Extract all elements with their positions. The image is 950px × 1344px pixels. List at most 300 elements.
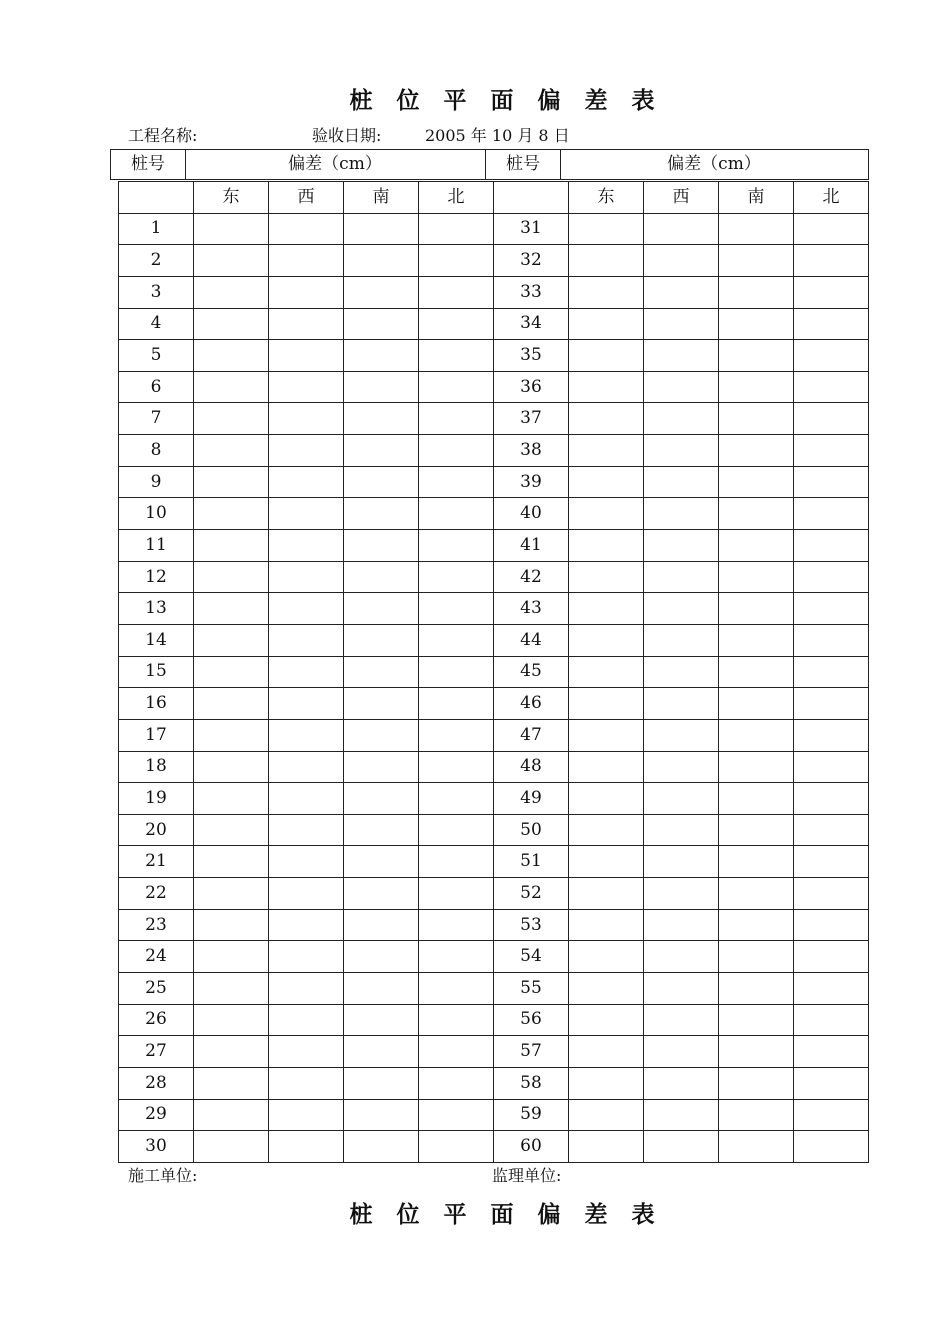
deviation-south-cell[interactable]: [719, 561, 794, 593]
deviation-west-cell[interactable]: [269, 308, 344, 340]
deviation-south-cell[interactable]: [344, 561, 419, 593]
deviation-west-cell[interactable]: [644, 308, 719, 340]
deviation-north-cell[interactable]: [794, 846, 869, 878]
deviation-south-cell[interactable]: [719, 403, 794, 435]
deviation-east-cell[interactable]: [194, 308, 269, 340]
deviation-west-cell[interactable]: [644, 1036, 719, 1068]
deviation-west-cell[interactable]: [644, 530, 719, 562]
direction-header: 北: [419, 182, 494, 214]
construction-unit-label: 施工单位:: [128, 1166, 198, 1185]
pile-number: 46: [494, 688, 569, 720]
deviation-east-cell[interactable]: [194, 1036, 269, 1068]
deviation-west-cell[interactable]: [644, 276, 719, 308]
deviation-east-cell[interactable]: [569, 814, 644, 846]
pile-number: 16: [119, 688, 194, 720]
deviation-east-cell[interactable]: [194, 276, 269, 308]
deviation-east-cell[interactable]: [569, 846, 644, 878]
deviation-east-cell[interactable]: [194, 561, 269, 593]
pile-number: 21: [119, 846, 194, 878]
deviation-east-cell[interactable]: [569, 1036, 644, 1068]
deviation-east-cell[interactable]: [194, 783, 269, 815]
deviation-east-cell[interactable]: [194, 530, 269, 562]
deviation-west-cell[interactable]: [269, 561, 344, 593]
deviation-south-cell[interactable]: [719, 941, 794, 973]
second-page-title: 桩 位 平 面 偏 差 表: [349, 1202, 663, 1228]
deviation-west-cell[interactable]: [269, 783, 344, 815]
deviation-north-cell[interactable]: [794, 719, 869, 751]
deviation-east-cell[interactable]: [569, 1004, 644, 1036]
pile-no-header-right: [485, 149, 561, 180]
deviation-west-cell[interactable]: [644, 435, 719, 467]
deviation-north-cell[interactable]: [419, 783, 494, 815]
pile-number: 60: [494, 1131, 569, 1163]
deviation-south-cell[interactable]: [344, 1004, 419, 1036]
deviation-north-cell[interactable]: [794, 909, 869, 941]
deviation-north-cell[interactable]: [794, 245, 869, 277]
deviation-south-cell[interactable]: [719, 530, 794, 562]
deviation-west-cell[interactable]: [644, 1004, 719, 1036]
deviation-east-cell[interactable]: [194, 340, 269, 372]
deviation-north-cell[interactable]: [794, 498, 869, 530]
table-row: [119, 909, 869, 941]
deviation-east-cell[interactable]: [194, 909, 269, 941]
deviation-south-cell[interactable]: [344, 719, 419, 751]
deviation-south-cell[interactable]: [344, 1131, 419, 1163]
deviation-south-cell[interactable]: [344, 751, 419, 783]
deviation-west-cell[interactable]: [644, 624, 719, 656]
deviation-west-cell[interactable]: [644, 751, 719, 783]
deviation-south-cell[interactable]: [719, 1099, 794, 1131]
deviation-west-cell[interactable]: [269, 1099, 344, 1131]
deviation-north-cell[interactable]: [419, 1131, 494, 1163]
deviation-east-cell[interactable]: [569, 530, 644, 562]
deviation-north-cell[interactable]: [794, 878, 869, 910]
pile-number: 49: [494, 783, 569, 815]
deviation-east-cell[interactable]: [569, 340, 644, 372]
deviation-south-cell[interactable]: [719, 308, 794, 340]
deviation-north-cell[interactable]: [419, 371, 494, 403]
deviation-east-cell[interactable]: [569, 435, 644, 467]
table-row: [119, 403, 869, 435]
deviation-west-cell[interactable]: [269, 435, 344, 467]
deviation-south-cell[interactable]: [344, 624, 419, 656]
deviation-west-cell[interactable]: [644, 498, 719, 530]
deviation-east-cell[interactable]: [569, 973, 644, 1005]
deviation-north-cell[interactable]: [794, 371, 869, 403]
pile-number: 7: [119, 403, 194, 435]
deviation-north-cell[interactable]: [794, 973, 869, 1005]
deviation-north-cell[interactable]: [419, 973, 494, 1005]
deviation-east-cell[interactable]: [569, 1067, 644, 1099]
deviation-north-cell[interactable]: [794, 941, 869, 973]
deviation-north-cell[interactable]: [419, 403, 494, 435]
deviation-east-cell[interactable]: [569, 498, 644, 530]
deviation-south-cell[interactable]: [344, 909, 419, 941]
deviation-north-cell[interactable]: [794, 656, 869, 688]
deviation-east-cell[interactable]: [194, 213, 269, 245]
deviation-south-cell[interactable]: [719, 1067, 794, 1099]
deviation-west-cell[interactable]: [269, 1036, 344, 1068]
deviation-south-cell[interactable]: [719, 719, 794, 751]
deviation-west-cell[interactable]: [269, 909, 344, 941]
deviation-west-cell[interactable]: [644, 656, 719, 688]
deviation-north-cell[interactable]: [419, 435, 494, 467]
deviation-west-cell[interactable]: [269, 624, 344, 656]
deviation-east-cell[interactable]: [194, 1131, 269, 1163]
pile-no-label: 桩号: [131, 154, 165, 174]
deviation-east-cell[interactable]: [194, 403, 269, 435]
deviation-west-cell[interactable]: [269, 498, 344, 530]
deviation-north-cell[interactable]: [419, 909, 494, 941]
table-row: [119, 245, 869, 277]
deviation-east-cell[interactable]: [194, 751, 269, 783]
deviation-west-cell[interactable]: [644, 878, 719, 910]
deviation-east-cell[interactable]: [194, 878, 269, 910]
deviation-north-cell[interactable]: [419, 340, 494, 372]
deviation-west-cell[interactable]: [269, 941, 344, 973]
deviation-east-cell[interactable]: [569, 308, 644, 340]
deviation-north-cell[interactable]: [419, 719, 494, 751]
deviation-north-cell[interactable]: [419, 593, 494, 625]
table-row: [119, 340, 869, 372]
direction-header: 西: [269, 182, 344, 214]
deviation-west-cell[interactable]: [269, 213, 344, 245]
deviation-west-cell[interactable]: [644, 1067, 719, 1099]
pile-number: 47: [494, 719, 569, 751]
deviation-north-cell[interactable]: [794, 276, 869, 308]
deviation-south-cell[interactable]: [719, 466, 794, 498]
deviation-north-cell[interactable]: [794, 435, 869, 467]
pile-number: 12: [119, 561, 194, 593]
deviation-east-cell[interactable]: [194, 624, 269, 656]
pile-number: 39: [494, 466, 569, 498]
deviation-west-cell[interactable]: [269, 751, 344, 783]
pile-number: 15: [119, 656, 194, 688]
deviation-north-cell[interactable]: [419, 466, 494, 498]
deviation-south-cell[interactable]: [344, 403, 419, 435]
deviation-west-cell[interactable]: [644, 466, 719, 498]
deviation-east-cell[interactable]: [569, 593, 644, 625]
acceptance-date-value: 2005 年 10 月 8 日: [425, 126, 570, 145]
table-row: [119, 814, 869, 846]
deviation-east-cell[interactable]: [194, 1099, 269, 1131]
deviation-south-cell[interactable]: [344, 688, 419, 720]
deviation-west-cell[interactable]: [644, 814, 719, 846]
table-row: [119, 593, 869, 625]
deviation-west-cell[interactable]: [644, 941, 719, 973]
deviation-east-cell[interactable]: [194, 1067, 269, 1099]
page-title: 桩 位 平 面 偏 差 表: [349, 88, 663, 114]
deviation-west-cell[interactable]: [644, 688, 719, 720]
pile-number: 41: [494, 530, 569, 562]
deviation-south-cell[interactable]: [344, 1036, 419, 1068]
deviation-north-cell[interactable]: [794, 1004, 869, 1036]
deviation-east-cell[interactable]: [569, 245, 644, 277]
pile-number: 38: [494, 435, 569, 467]
deviation-south-cell[interactable]: [344, 498, 419, 530]
deviation-south-cell[interactable]: [719, 751, 794, 783]
deviation-north-cell[interactable]: [794, 1131, 869, 1163]
pile-number: 6: [119, 371, 194, 403]
deviation-west-cell[interactable]: [269, 1131, 344, 1163]
deviation-east-cell[interactable]: [569, 656, 644, 688]
deviation-east-cell[interactable]: [194, 688, 269, 720]
table-row: [119, 1004, 869, 1036]
deviation-east-cell[interactable]: [194, 245, 269, 277]
pile-number: 59: [494, 1099, 569, 1131]
deviation-south-cell[interactable]: [719, 371, 794, 403]
deviation-west-cell[interactable]: [269, 1067, 344, 1099]
deviation-south-cell[interactable]: [344, 435, 419, 467]
deviation-south-cell[interactable]: [719, 245, 794, 277]
deviation-east-cell[interactable]: [194, 656, 269, 688]
table-row: [119, 308, 869, 340]
direction-header: 北: [794, 182, 869, 214]
deviation-south-cell[interactable]: [344, 245, 419, 277]
deviation-west-cell[interactable]: [644, 1099, 719, 1131]
deviation-north-cell[interactable]: [794, 561, 869, 593]
deviation-north-cell[interactable]: [794, 213, 869, 245]
deviation-south-cell[interactable]: [344, 1067, 419, 1099]
deviation-south-cell[interactable]: [344, 308, 419, 340]
deviation-north-cell[interactable]: [794, 783, 869, 815]
deviation-east-cell[interactable]: [569, 466, 644, 498]
deviation-north-cell[interactable]: [419, 498, 494, 530]
deviation-west-cell[interactable]: [269, 371, 344, 403]
deviation-south-cell[interactable]: [344, 814, 419, 846]
deviation-south-cell[interactable]: [344, 941, 419, 973]
deviation-north-cell[interactable]: [794, 466, 869, 498]
pile-number: 26: [119, 1004, 194, 1036]
deviation-east-cell[interactable]: [569, 751, 644, 783]
deviation-west-cell[interactable]: [269, 1004, 344, 1036]
deviation-north-cell[interactable]: [419, 814, 494, 846]
deviation-east-cell[interactable]: [194, 846, 269, 878]
deviation-west-cell[interactable]: [644, 973, 719, 1005]
deviation-north-cell[interactable]: [419, 1067, 494, 1099]
deviation-west-cell[interactable]: [644, 719, 719, 751]
deviation-north-cell[interactable]: [794, 1036, 869, 1068]
deviation-north-cell[interactable]: [794, 1067, 869, 1099]
deviation-east-cell[interactable]: [194, 593, 269, 625]
pile-number: 37: [494, 403, 569, 435]
pile-number: 44: [494, 624, 569, 656]
deviation-south-cell[interactable]: [719, 973, 794, 1005]
table-row: [119, 213, 869, 245]
deviation-east-cell[interactable]: [194, 435, 269, 467]
deviation-west-cell[interactable]: [644, 846, 719, 878]
pile-number: 27: [119, 1036, 194, 1068]
deviation-east-cell[interactable]: [569, 276, 644, 308]
deviation-south-cell[interactable]: [344, 973, 419, 1005]
deviation-west-cell[interactable]: [269, 688, 344, 720]
deviation-south-cell[interactable]: [719, 878, 794, 910]
deviation-west-cell[interactable]: [644, 371, 719, 403]
pile-number: 45: [494, 656, 569, 688]
deviation-east-cell[interactable]: [569, 1099, 644, 1131]
deviation-east-cell[interactable]: [569, 941, 644, 973]
deviation-east-cell[interactable]: [569, 213, 644, 245]
deviation-east-cell[interactable]: [569, 624, 644, 656]
table-row: [119, 276, 869, 308]
deviation-north-cell[interactable]: [794, 688, 869, 720]
pile-number: 23: [119, 909, 194, 941]
deviation-label: 偏差（cm）: [667, 154, 761, 174]
deviation-east-cell[interactable]: [569, 783, 644, 815]
table-row: [119, 530, 869, 562]
deviation-west-cell[interactable]: [269, 593, 344, 625]
pile-number: 1: [119, 213, 194, 245]
deviation-east-cell[interactable]: [569, 403, 644, 435]
pile-number: 18: [119, 751, 194, 783]
deviation-south-cell[interactable]: [719, 276, 794, 308]
deviation-north-cell[interactable]: [419, 530, 494, 562]
deviation-north-cell[interactable]: [419, 1004, 494, 1036]
deviation-north-cell[interactable]: [419, 846, 494, 878]
deviation-south-cell[interactable]: [719, 656, 794, 688]
deviation-north-cell[interactable]: [419, 688, 494, 720]
deviation-north-cell[interactable]: [794, 751, 869, 783]
deviation-north-cell[interactable]: [794, 814, 869, 846]
deviation-south-cell[interactable]: [719, 498, 794, 530]
deviation-west-cell[interactable]: [269, 340, 344, 372]
deviation-south-cell[interactable]: [344, 371, 419, 403]
deviation-west-cell[interactable]: [269, 276, 344, 308]
pile-number: 53: [494, 909, 569, 941]
pile-number: 57: [494, 1036, 569, 1068]
pile-no-blank-cell: [494, 182, 569, 214]
pile-number: 24: [119, 941, 194, 973]
pile-number: 5: [119, 340, 194, 372]
deviation-south-cell[interactable]: [719, 814, 794, 846]
deviation-north-cell[interactable]: [419, 941, 494, 973]
deviation-east-cell[interactable]: [194, 973, 269, 1005]
pile-number: 2: [119, 245, 194, 277]
deviation-south-cell[interactable]: [719, 435, 794, 467]
deviation-north-cell[interactable]: [794, 403, 869, 435]
deviation-west-cell[interactable]: [269, 245, 344, 277]
deviation-north-cell[interactable]: [419, 656, 494, 688]
table-row: [119, 941, 869, 973]
deviation-south-cell[interactable]: [719, 909, 794, 941]
deviation-east-cell[interactable]: [194, 466, 269, 498]
deviation-west-cell[interactable]: [644, 561, 719, 593]
deviation-north-cell[interactable]: [419, 624, 494, 656]
deviation-north-cell[interactable]: [419, 245, 494, 277]
deviation-south-cell[interactable]: [719, 846, 794, 878]
deviation-south-cell[interactable]: [344, 593, 419, 625]
deviation-west-cell[interactable]: [269, 973, 344, 1005]
deviation-south-cell[interactable]: [719, 624, 794, 656]
table-row: [119, 973, 869, 1005]
deviation-east-cell[interactable]: [194, 371, 269, 403]
deviation-south-cell[interactable]: [344, 466, 419, 498]
deviation-east-cell[interactable]: [569, 1131, 644, 1163]
deviation-south-cell[interactable]: [719, 1004, 794, 1036]
deviation-north-cell[interactable]: [419, 1036, 494, 1068]
deviation-west-cell[interactable]: [269, 656, 344, 688]
deviation-west-cell[interactable]: [644, 403, 719, 435]
deviation-west-cell[interactable]: [269, 719, 344, 751]
deviation-north-cell[interactable]: [794, 624, 869, 656]
deviation-north-cell[interactable]: [794, 308, 869, 340]
deviation-west-cell[interactable]: [269, 466, 344, 498]
deviation-south-cell[interactable]: [344, 340, 419, 372]
deviation-west-cell[interactable]: [644, 783, 719, 815]
deviation-west-cell[interactable]: [644, 213, 719, 245]
deviation-west-cell[interactable]: [269, 403, 344, 435]
deviation-east-cell[interactable]: [194, 1004, 269, 1036]
deviation-north-cell[interactable]: [419, 561, 494, 593]
deviation-north-cell[interactable]: [419, 878, 494, 910]
deviation-west-cell[interactable]: [269, 878, 344, 910]
deviation-east-cell[interactable]: [194, 814, 269, 846]
deviation-south-cell[interactable]: [344, 530, 419, 562]
deviation-south-cell[interactable]: [719, 1036, 794, 1068]
deviation-east-cell[interactable]: [569, 878, 644, 910]
deviation-south-cell[interactable]: [344, 276, 419, 308]
deviation-label: 偏差（cm）: [288, 154, 382, 174]
deviation-east-cell[interactable]: [194, 498, 269, 530]
deviation-east-cell[interactable]: [194, 941, 269, 973]
deviation-east-cell[interactable]: [569, 371, 644, 403]
deviation-north-cell[interactable]: [419, 308, 494, 340]
deviation-east-cell[interactable]: [569, 909, 644, 941]
deviation-east-cell[interactable]: [569, 688, 644, 720]
deviation-west-cell[interactable]: [269, 846, 344, 878]
deviation-north-cell[interactable]: [794, 1099, 869, 1131]
pile-number: 40: [494, 498, 569, 530]
deviation-north-cell[interactable]: [419, 213, 494, 245]
deviation-north-cell[interactable]: [419, 751, 494, 783]
deviation-west-cell[interactable]: [644, 340, 719, 372]
deviation-west-cell[interactable]: [644, 909, 719, 941]
deviation-north-cell[interactable]: [794, 593, 869, 625]
deviation-west-cell[interactable]: [644, 593, 719, 625]
deviation-north-cell[interactable]: [419, 276, 494, 308]
pile-number: 54: [494, 941, 569, 973]
deviation-south-cell[interactable]: [719, 593, 794, 625]
deviation-south-cell[interactable]: [719, 688, 794, 720]
deviation-south-cell[interactable]: [719, 783, 794, 815]
pile-number: 51: [494, 846, 569, 878]
table-row: [119, 1036, 869, 1068]
deviation-south-cell[interactable]: [344, 846, 419, 878]
deviation-south-cell[interactable]: [719, 213, 794, 245]
deviation-east-cell[interactable]: [569, 719, 644, 751]
deviation-west-cell[interactable]: [644, 245, 719, 277]
deviation-south-cell[interactable]: [719, 340, 794, 372]
deviation-west-cell[interactable]: [269, 530, 344, 562]
deviation-south-cell[interactable]: [344, 1099, 419, 1131]
deviation-north-cell[interactable]: [794, 530, 869, 562]
deviation-south-cell[interactable]: [719, 1131, 794, 1163]
deviation-north-cell[interactable]: [794, 340, 869, 372]
deviation-south-cell[interactable]: [344, 213, 419, 245]
pile-number: 32: [494, 245, 569, 277]
deviation-west-cell[interactable]: [269, 814, 344, 846]
deviation-east-cell[interactable]: [569, 561, 644, 593]
pile-number: 22: [119, 878, 194, 910]
deviation-south-cell[interactable]: [344, 878, 419, 910]
deviation-south-cell[interactable]: [344, 783, 419, 815]
deviation-east-cell[interactable]: [194, 719, 269, 751]
deviation-west-cell[interactable]: [644, 1131, 719, 1163]
pile-number: 56: [494, 1004, 569, 1036]
pile-number: 31: [494, 213, 569, 245]
deviation-south-cell[interactable]: [344, 656, 419, 688]
deviation-north-cell[interactable]: [419, 1099, 494, 1131]
